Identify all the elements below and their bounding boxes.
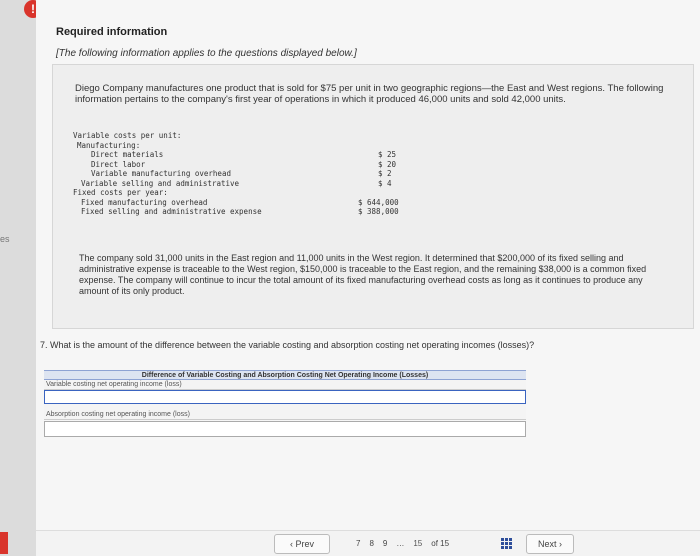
var-selling-label: Variable selling and administrative xyxy=(81,178,240,188)
variable-costing-input[interactable] xyxy=(44,390,526,404)
direct-materials-label: Direct materials xyxy=(91,150,164,159)
intro-paragraph: Diego Company manufactures one product that is sold for $75 per unit in two geographic regions—the East and West regions. The following information pertains to the company's first year of operations in which it produced 46,000 units and sold 42,000 units. xyxy=(75,83,664,105)
current-page: 15 xyxy=(413,539,423,548)
var-mfg-overhead-label: Variable manufacturing overhead xyxy=(91,169,231,178)
required-info-title: Required information xyxy=(56,26,168,38)
fixed-header-label: Fixed costs per year: xyxy=(73,188,168,197)
var-selling-row xyxy=(73,179,413,189)
ellipsis: … xyxy=(396,539,405,548)
answer-table xyxy=(44,370,526,437)
direct-labor-value: $ 20 xyxy=(378,159,397,169)
absorption-costing-input[interactable] xyxy=(44,421,526,437)
page-total: of 15 xyxy=(431,539,450,548)
manufacturing-header xyxy=(73,141,413,151)
absorption-costing-row-label: Absorption costing net operating income (loss) xyxy=(44,410,526,420)
page-7[interactable]: 7 xyxy=(356,539,361,548)
required-info-note: [The following information applies to the questions displayed below.] xyxy=(56,48,357,59)
question-card xyxy=(36,0,700,530)
cost-list xyxy=(73,131,413,217)
next-label: Next xyxy=(537,539,557,549)
manufacturing-header-label: Manufacturing: xyxy=(77,140,141,150)
fixed-selling-value: $ 388,000 xyxy=(358,207,399,216)
info-box xyxy=(52,64,694,329)
fixed-selling-row xyxy=(73,207,413,217)
direct-materials-value: $ 25 xyxy=(378,150,397,159)
side-text: es xyxy=(0,234,10,244)
var-mfg-overhead-row xyxy=(73,169,413,179)
prev-button[interactable] xyxy=(274,534,330,554)
direct-labor-label: Direct labor xyxy=(91,159,146,169)
var-mfg-overhead-value: $ 2 xyxy=(378,169,392,178)
table-header: Difference of Variable Costing and Absorption Costing Net Operating Income (Losses) xyxy=(44,370,526,380)
fixed-header xyxy=(73,188,413,198)
chevron-right-icon: › xyxy=(559,539,563,549)
bottom-nav xyxy=(36,530,700,556)
prev-label: Prev xyxy=(295,539,315,549)
fixed-mfg-row xyxy=(73,198,413,208)
alert-icon: ! xyxy=(24,0,42,18)
left-gutter xyxy=(0,0,36,556)
grid-icon[interactable] xyxy=(501,538,512,549)
fixed-mfg-label: Fixed manufacturing overhead xyxy=(81,197,208,207)
variable-costing-row-label: Variable costing net operating income (loss) xyxy=(44,380,526,390)
next-button[interactable] xyxy=(526,534,574,554)
variable-header xyxy=(73,131,413,141)
side-red-marker xyxy=(0,532,8,554)
fixed-mfg-value: $ 644,000 xyxy=(358,197,399,207)
page-8[interactable]: 8 xyxy=(369,539,374,548)
page-9[interactable]: 9 xyxy=(382,539,388,548)
question-text: 7. What is the amount of the difference between the variable costing and absorption costing net operating incomes (losses)? xyxy=(40,340,535,350)
direct-labor-row xyxy=(73,160,413,170)
direct-materials-row xyxy=(73,150,413,160)
variable-header-label: Variable costs per unit: xyxy=(73,131,182,140)
var-selling-value: $ 4 xyxy=(378,178,392,188)
fixed-selling-label: Fixed selling and administrative expense xyxy=(81,207,262,216)
chevron-left-icon: ‹ xyxy=(289,539,293,549)
region-paragraph: The company sold 31,000 units in the East region and 11,000 units in the West region. It determined that $200,000 of its fixed selling and administrative expense is traceable to the West region, $150,000 is traceable to the East region, and the remaining $38,000 is a common fixed expense. The company will continue to incur the total amount of its fixed manufacturing overhead costs as long as it continues to produce any amount of its only product. xyxy=(79,253,647,296)
page-list xyxy=(356,539,449,548)
